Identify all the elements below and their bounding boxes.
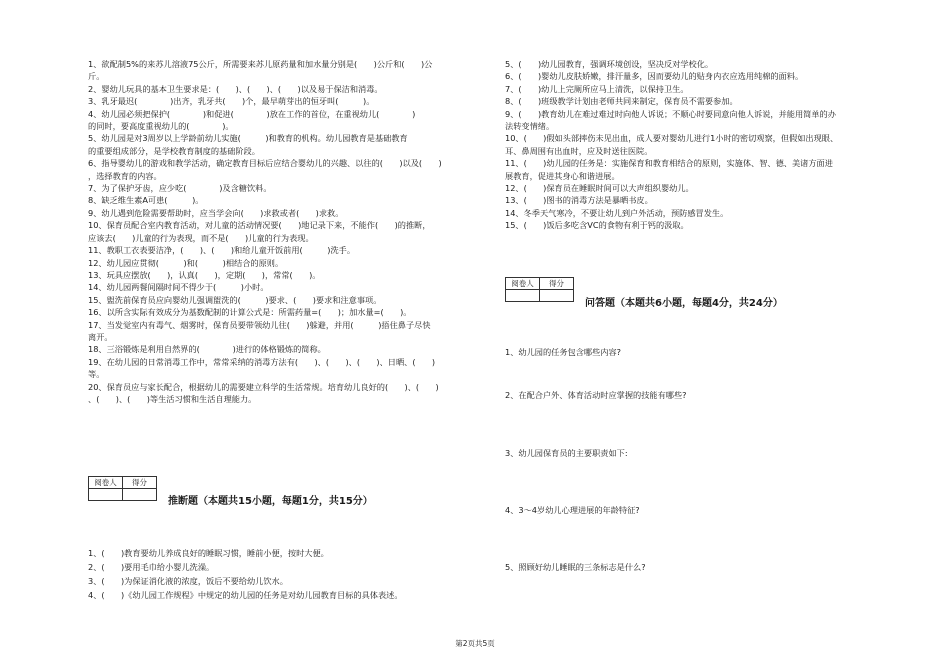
question-line: 5、( )幼儿园教育，强调环境创设，坚决反对学校化。 (505, 59, 714, 69)
question-line: 1、欲配制5%的来苏儿溶液75公斤，所需要来苏儿原药量和加水量分别是( )公斤和( )公 (88, 59, 433, 69)
question-line: 6、( )婴幼儿皮肤娇嫩，排汗量多，因而要幼儿的贴身内衣应选用纯棉的面料。 (505, 71, 804, 82)
question-line: 3、乳牙最迟( )出齐，乳牙共( )个，最早萌芽出的恒牙叫( )。 (88, 96, 375, 107)
question-line: 11、( )幼儿园的任务是：实施保育和教育相结合的原则，实施体、智、德、美诸方面进 (505, 158, 833, 169)
question-line: 2、( )要用毛巾给小婴儿洗澡。 (88, 562, 215, 572)
question-line: 15、( )饭后多吃含VC的食物有利于钙的汲取。 (505, 220, 689, 231)
question-line: 10、( )假如头部摔伤未见出血，成人要对婴幼儿进行1小时的密切观察，但假如出现眼、 (505, 133, 839, 144)
qa-section-title: 问答题（本题共6小题，每题4分，共24分） (585, 298, 783, 309)
question-line: 的重要组成部分，是学校教育制度的基础阶段。 (88, 145, 260, 156)
question-line: 16、以所含实际有效成分为基数配制的计算公式是：所需药量=( )；加水量=( )。 (88, 307, 412, 318)
question-line: 3、( )为保证消化液的浓度，饭后不要给幼儿饮水。 (88, 576, 288, 586)
question-line: 7、为了保护牙齿，应少吃( )及含糖饮料。 (88, 183, 272, 194)
question-line: 12、幼儿园应贯彻( )和( )相结合的原则。 (88, 257, 284, 268)
question-line: ，选择教育的内容。 (88, 170, 162, 181)
question-line: 8、缺乏维生素A可患( )。 (88, 195, 204, 206)
score-cell (123, 489, 157, 501)
question-line: 等。 (88, 369, 105, 380)
question-line: 5、幼儿园是对3周岁以上学龄前幼儿实施( )和教育的机构。幼儿园教育是基础教育 (88, 133, 408, 144)
question-line: 8、( )班级教学计划由老师共同来制定，保育员不需要参加。 (505, 96, 738, 107)
question-line: 11、教职工衣表要洁净，( )、( )和给儿童开饭前用( )洗手。 (88, 245, 356, 256)
question-line: 斤。 (88, 71, 105, 82)
question-line: 法转变情绪。 (505, 121, 555, 132)
question-line: 9、幼儿遇到危险需要帮助时，应当学会向( )求救或者( )求救。 (88, 207, 344, 218)
question-line: 18、三浴锻炼是利用自然界的( )进行的体格锻炼的简称。 (88, 344, 326, 355)
reviewer-label: 阅卷人 (506, 278, 540, 290)
reviewer-cell (89, 489, 123, 501)
judge-questions-right (505, 58, 855, 232)
question-line: 4、幼儿园必须把保护( )和促进( )放在工作的首位，在重视幼儿( ) (88, 108, 416, 119)
score-box-judge (88, 476, 157, 501)
question-line: 14、幼儿园两餐间隔时间不得少于( )小时。 (88, 282, 269, 293)
question-line: 1、( )教育要幼儿养成良好的睡眠习惯，睡前小便，按时大便。 (88, 548, 329, 558)
score-label: 得分 (540, 278, 574, 290)
qa-item: 3、幼儿园保育员的主要职责如下: (505, 448, 628, 458)
question-line: 应该去( )儿童的行为表现，而不是( )儿童的行为表现。 (88, 232, 314, 243)
page-footer: 第2页共5页 (455, 639, 495, 648)
judge-questions-left (88, 546, 486, 602)
question-line: 9、( )教育幼儿在难过难过时向他人诉说；不顺心时要同意向他人诉说，并能用简单的办 (505, 108, 836, 119)
question-line: 4、( )《幼儿园工作规程》中规定的幼儿园的任务是对幼儿园教育目标的具体表述。 (88, 590, 403, 600)
question-line: 13、( )图书的消毒方法是暴晒书皮。 (505, 195, 653, 206)
question-line: 6、指导婴幼儿的游戏和教学活动，确定教育目标后应结合婴幼儿的兴趣、以往的( )以及( ) (88, 158, 442, 169)
question-line: 2、婴幼儿玩具的基本卫生要求是：( )、( )、( )以及易于保洁和消毒。 (88, 83, 383, 94)
question-line: 耳、鼻周围有出血时，应及时送往医院。 (505, 145, 653, 156)
qa-item: 5、照顾好幼儿睡眠的三条标志是什么? (505, 562, 646, 572)
judge-section-title: 推断题（本题共15小题，每题1分，共15分） (168, 496, 373, 507)
question-line: 10、保育员配合室内教育活动，对儿童的活动情况要( )地记录下来，不能作( )的推断， (88, 220, 431, 231)
question-line: 17、当发觉室内有毒气、烟雾时，保育员要带领幼儿往( )躲避，并用( )捂住鼻子尽快 (88, 319, 431, 330)
question-line: 7、( )幼儿上完厕所应马上清洗，以保持卫生。 (505, 83, 689, 94)
question-line: 离开。 (88, 331, 113, 342)
question-line: 12、( )保育员在睡眠时间可以大声组织婴幼儿。 (505, 183, 694, 194)
question-line: 20、保育员应与家长配合，根据幼儿的需要建立科学的生活常规。培育幼儿良好的( )、( ) (88, 381, 439, 392)
question-line: 13、玩具应摆放( )，认真( )，定期( )，常常( )。 (88, 269, 321, 280)
score-box-qa (505, 277, 574, 302)
reviewer-cell (506, 290, 540, 302)
question-line: 15、盥洗前保育员应向婴幼儿强调盥洗的( )要求、( )要求和注意事项。 (88, 294, 382, 305)
question-line: 的同时，要高度重视幼儿的( )。 (88, 121, 234, 132)
qa-item: 4、3～4岁幼儿心理进展的年龄特征? (505, 505, 640, 515)
qa-item: 1、幼儿园的任务包含哪些内容? (505, 347, 621, 357)
question-line: 19、在幼儿园的日常消毒工作中，常常采纳的消毒方法有( )、( )、( )、日晒、( ) (88, 356, 436, 367)
question-line: 、( )、( )等生活习惯和生活自理能力。 (88, 393, 257, 404)
reviewer-label: 阅卷人 (89, 477, 123, 489)
qa-item: 2、在配合户外、体育活动时应掌握的技能有哪些? (505, 390, 687, 400)
score-cell (540, 290, 574, 302)
score-label: 得分 (123, 477, 157, 489)
fill-in-questions (88, 58, 486, 405)
question-line: 14、冬季天气寒冷，不要让幼儿到户外活动，预防感冒发生。 (505, 207, 729, 218)
question-line: 展教育，促进其身心和谐进展。 (505, 170, 620, 181)
